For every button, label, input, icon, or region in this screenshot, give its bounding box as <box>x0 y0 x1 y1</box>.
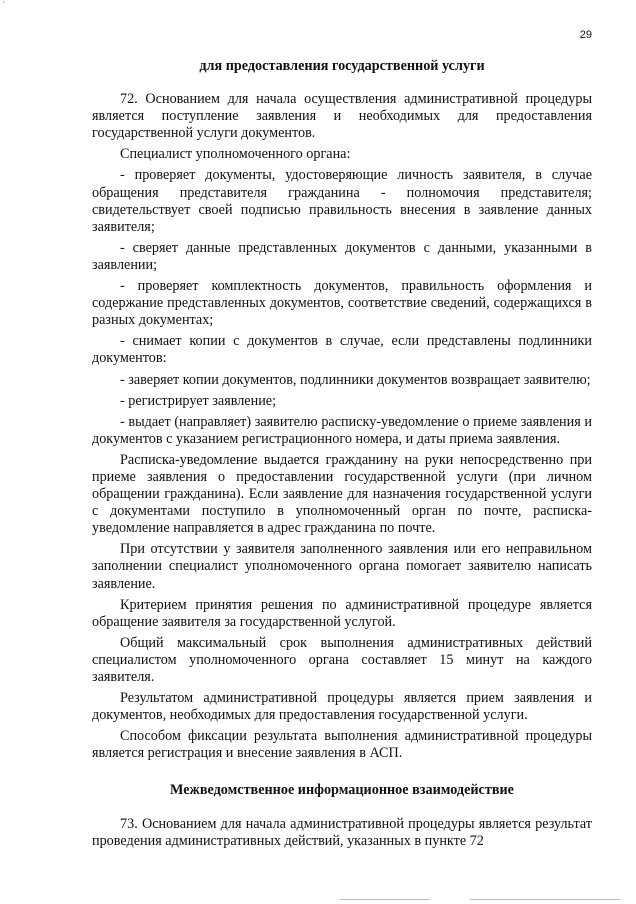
section-heading-interagency: Межведомственное информационное взаимодействие <box>170 782 514 799</box>
scan-artifact-line <box>470 899 620 900</box>
document-body <box>92 58 592 850</box>
page-number: 29 <box>579 29 592 41</box>
paragraph: Специалист уполномоченного органа: <box>120 146 351 163</box>
paragraph: Общий максимальный срок выполнения административных действий специалистом уполномоченного органа составляет 15 минут на каждого заявителя. <box>92 634 592 685</box>
paragraph: При отсутствии у заявителя заполненного заявления или его неправильном заполнении специалист уполномоченного органа помогает заявителю написать заявление. <box>92 541 592 592</box>
paragraph: - проверяет комплектность документов, правильность оформления и содержание представленных документов, соответствие сведений, содержащихся в разных документах; <box>92 278 592 329</box>
paragraph: - регистрирует заявление; <box>120 392 277 409</box>
scan-artifact-line <box>340 899 430 900</box>
section-heading-top: для предоставления государственной услуги <box>199 58 485 74</box>
paragraph: Способом фиксации результата выполнения административной процедуры является регистрация и внесение заявления в АСП. <box>92 728 592 762</box>
paragraph: Критерием принятия решения по административной процедуре является обращение заявителя за государственной услугой. <box>92 596 592 630</box>
paragraph: Результатом административной процедуры является прием заявления и документов, необходимых для предоставления государственной услуги. <box>92 690 592 724</box>
paragraph-group-73 <box>92 816 592 850</box>
paragraph-group-72 <box>92 91 592 762</box>
paragraph: 73. Основанием для начала административной процедуры является результат проведения административных действий, указанных в пункте 72 <box>92 815 592 849</box>
paragraph: - снимает копии с документов в случае, если представлены подлинники документов: <box>92 333 592 367</box>
scan-corner-mark: ` <box>2 0 5 10</box>
paragraph: - выдает (направляет) заявителю расписку-уведомление о приеме заявления и документов с указанием регистрационного номера, и даты приема заявления. <box>92 413 592 447</box>
paragraph: - проверяет документы, удостоверяющие личность заявителя, в случае обращения представителя гражданина - полномочия представителя; свидетельствует своей подписью правильность внесения в заявление данных заявителя; <box>92 167 592 235</box>
paragraph: - заверяет копии документов, подлинники документов возвращает заявителю; <box>120 371 591 388</box>
paragraph: - сверяет данные представленных документов с данными, указанными в заявлении; <box>92 239 592 273</box>
paragraph: Расписка-уведомление выдается гражданину на руки непосредственно при приеме заявления о предоставлении государственной услуги (при личном обращении гражданина). Если заявление для назначения государственной услуги с документами поступило в уполномоченный орган по почте, расписка-уведомление направляется в адрес гражданина по почте. <box>92 451 592 537</box>
paragraph: 72. Основанием для начала осуществления административной процедуры является поступление заявления и необходимых для предоставления государственной услуги документов. <box>92 91 592 142</box>
